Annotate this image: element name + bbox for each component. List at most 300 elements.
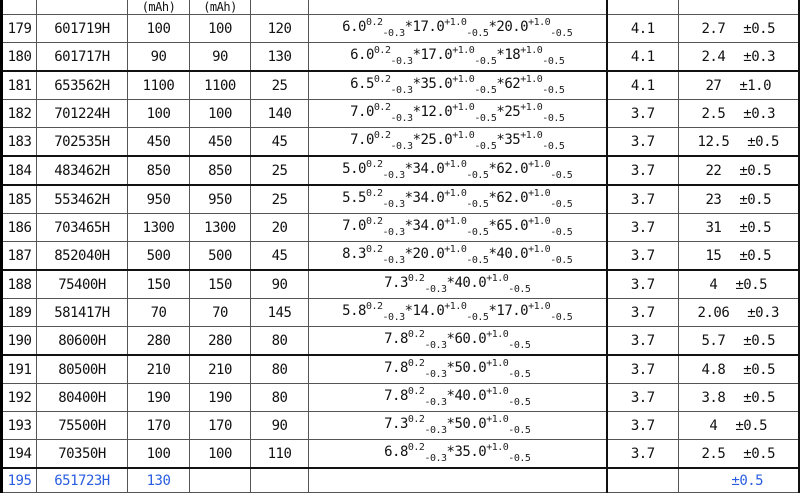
capacity-cell: 500 (128, 242, 190, 271)
dimension-base: 8.3 (342, 246, 366, 262)
model-cell: 553462H (37, 185, 128, 214)
dimension-base: *35.0 (412, 76, 453, 92)
table-row (2, 242, 799, 271)
table-row (2, 185, 799, 214)
row-number: 187 (2, 242, 37, 271)
weight-value: 3.8 (701, 389, 726, 406)
weight-tolerance: ±0.5 (739, 162, 772, 179)
capacity-cell: 170 (190, 412, 251, 440)
weight-tolerance: ±0.5 (743, 445, 775, 462)
model-cell: 651723H (37, 468, 128, 493)
capacity-cell (190, 468, 251, 493)
voltage-cell: 4.1 (607, 43, 679, 72)
tolerance-lower: -0.3 (382, 312, 405, 323)
table-row (2, 355, 799, 384)
voltage-cell: 3.7 (607, 185, 679, 214)
capacity-cell: 150 (128, 270, 190, 299)
model-cell: 581417H (37, 299, 128, 327)
tolerance-lower: -0.5 (508, 340, 531, 351)
row-number: 192 (2, 384, 37, 412)
header-cell (679, 0, 799, 15)
value-cell: 45 (251, 242, 309, 271)
tolerance-upper: 0.2 (365, 216, 383, 227)
model-cell: 80600H (37, 327, 128, 356)
row-number: 189 (2, 299, 37, 327)
tolerance-upper: 0.2 (407, 273, 425, 284)
weight-tolerance: ±0.3 (743, 48, 775, 65)
tolerance-lower: -0.3 (382, 255, 405, 266)
row-number: 180 (2, 43, 37, 72)
tolerance-upper: 0.2 (365, 244, 383, 255)
tolerance-lower: -0.5 (474, 85, 497, 96)
capacity-cell: 90 (190, 43, 251, 72)
tolerance-lower: -0.3 (390, 56, 413, 67)
dimension-base: *62.0 (488, 161, 529, 177)
model-cell: 75400H (37, 270, 128, 299)
dimension-base: *35 (496, 132, 521, 148)
weight-cell (679, 128, 799, 157)
tolerance-lower: -0.5 (542, 141, 565, 152)
weight-cell (679, 185, 799, 214)
tolerance-lower: -0.5 (550, 199, 573, 210)
dimension-base: *35.0 (446, 444, 487, 460)
tolerance-lower: -0.3 (390, 113, 413, 124)
weight-tolerance: ±1.0 (739, 77, 772, 94)
dimensions-cell (309, 468, 607, 493)
row-number: 188 (2, 270, 37, 299)
dimension-base: *40.0 (446, 275, 487, 291)
tolerance-lower: -0.3 (390, 141, 413, 152)
dimension-base: 7.3 (384, 275, 408, 291)
value-cell: 25 (251, 71, 309, 100)
value-cell: 45 (251, 128, 309, 157)
tolerance-upper: +1.0 (528, 159, 551, 170)
tolerance-lower: -0.5 (466, 170, 489, 181)
voltage-cell: 3.7 (607, 299, 679, 327)
capacity-cell: 130 (128, 468, 190, 493)
tolerance-upper: +1.0 (452, 102, 475, 113)
tolerance-upper: +1.0 (528, 188, 551, 199)
weight-cell (679, 270, 799, 299)
tolerance-upper: +1.0 (444, 188, 467, 199)
dimension-base: *20.0 (488, 19, 529, 35)
weight-value: 2.5 (701, 105, 726, 122)
tolerance-lower: -0.3 (382, 28, 405, 39)
tolerance-lower: -0.5 (542, 85, 565, 96)
tolerance-upper: +1.0 (528, 216, 551, 227)
tolerance-lower: -0.5 (466, 28, 489, 39)
voltage-cell: 3.7 (607, 128, 679, 157)
weight-tolerance: ±0.3 (747, 304, 779, 321)
tolerance-lower: -0.5 (550, 255, 573, 266)
weight-tolerance: ±0.5 (743, 361, 775, 378)
tolerance-lower: -0.5 (550, 170, 573, 181)
weight-cell (679, 100, 799, 128)
dimension-base: 7.0 (350, 132, 374, 148)
header-cell-capacity-unit: (mAh) (128, 0, 190, 15)
row-number: 182 (2, 100, 37, 128)
tolerance-upper: +1.0 (452, 130, 475, 141)
weight-tolerance: ±0.5 (735, 276, 768, 293)
tolerance-lower: -0.3 (424, 397, 447, 408)
capacity-cell: 500 (190, 242, 251, 271)
tolerance-lower: -0.3 (382, 199, 405, 210)
weight-value: 2.7 (701, 20, 726, 37)
voltage-cell: 3.7 (607, 327, 679, 356)
dimension-base: *12.0 (412, 104, 453, 120)
weight-value: 23 (705, 191, 722, 208)
model-cell: 70350H (37, 440, 128, 469)
voltage-cell: 3.7 (607, 214, 679, 242)
dimensions-cell (309, 242, 607, 271)
dimensions-cell (309, 355, 607, 384)
tolerance-lower: -0.3 (382, 170, 405, 181)
capacity-cell: 950 (190, 185, 251, 214)
dimension-base: *50.0 (446, 360, 487, 376)
row-number: 195 (2, 468, 37, 493)
header-cell (309, 0, 607, 15)
tolerance-lower: -0.5 (542, 56, 565, 67)
tolerance-upper: +1.0 (486, 442, 509, 453)
tolerance-upper: +1.0 (486, 358, 509, 369)
dimension-base: 6.0 (342, 19, 366, 35)
row-number: 184 (2, 156, 37, 185)
dimensions-cell (309, 15, 607, 43)
tolerance-lower: -0.5 (550, 312, 573, 323)
voltage-cell: 3.7 (607, 412, 679, 440)
tolerance-lower: -0.5 (474, 56, 497, 67)
model-cell: 75500H (37, 412, 128, 440)
dimensions-cell (309, 327, 607, 356)
table-row (2, 299, 799, 327)
value-cell: 25 (251, 185, 309, 214)
weight-tolerance: ±0.5 (739, 219, 772, 236)
weight-value: 4 (709, 417, 718, 434)
weight-tolerance: ±0.5 (735, 417, 768, 434)
voltage-cell: 3.7 (607, 440, 679, 469)
capacity-cell: 850 (190, 156, 251, 185)
table-row (2, 270, 799, 299)
dimensions-cell (309, 270, 607, 299)
dimension-base: *17.0 (404, 19, 445, 35)
dimension-base: *25 (496, 104, 521, 120)
value-cell: 25 (251, 156, 309, 185)
table-row (2, 100, 799, 128)
dimensions-cell (309, 299, 607, 327)
weight-value: 27 (705, 77, 722, 94)
capacity-cell: 280 (190, 327, 251, 356)
capacity-cell: 70 (190, 299, 251, 327)
tolerance-upper: +1.0 (520, 74, 543, 85)
voltage-cell: 3.7 (607, 384, 679, 412)
tolerance-lower: -0.5 (466, 255, 489, 266)
weight-tolerance: ±0.5 (739, 247, 772, 264)
tolerance-upper: 0.2 (365, 301, 383, 312)
tolerance-lower: -0.3 (424, 425, 447, 436)
voltage-cell: 4.1 (607, 15, 679, 43)
dimension-base: *34.0 (404, 161, 445, 177)
tolerance-lower: -0.3 (424, 340, 447, 351)
capacity-cell: 950 (128, 185, 190, 214)
capacity-cell: 90 (128, 43, 190, 72)
tolerance-upper: +1.0 (444, 216, 467, 227)
weight-cell (679, 299, 799, 327)
weight-tolerance: ±0.5 (743, 332, 775, 349)
tolerance-lower: -0.5 (474, 113, 497, 124)
model-cell: 80500H (37, 355, 128, 384)
capacity-cell: 190 (128, 384, 190, 412)
tolerance-lower: -0.3 (390, 85, 413, 96)
model-cell: 703465H (37, 214, 128, 242)
header-cell (37, 0, 128, 15)
dimension-base: 5.0 (342, 161, 366, 177)
table-row (2, 440, 799, 469)
capacity-cell: 1100 (190, 71, 251, 100)
tolerance-upper: 0.2 (373, 74, 391, 85)
weight-cell (679, 384, 799, 412)
table-row (2, 412, 799, 440)
table-row (2, 468, 799, 493)
dimension-base: *50.0 (446, 416, 487, 432)
weight-cell (679, 355, 799, 384)
row-number: 190 (2, 327, 37, 356)
tolerance-upper: +1.0 (520, 102, 543, 113)
tolerance-lower: -0.5 (508, 369, 531, 380)
value-cell: 80 (251, 355, 309, 384)
weight-tolerance: ±0.5 (739, 191, 772, 208)
capacity-cell: 100 (128, 100, 190, 128)
voltage-cell: 3.7 (607, 156, 679, 185)
weight-value: 22 (705, 162, 722, 179)
row-number: 181 (2, 71, 37, 100)
dimension-base: 7.3 (384, 416, 408, 432)
tolerance-lower: -0.5 (508, 284, 531, 295)
tolerance-upper: +1.0 (444, 301, 467, 312)
voltage-cell: 3.7 (607, 355, 679, 384)
dimension-base: *40.0 (446, 388, 487, 404)
capacity-cell: 150 (190, 270, 251, 299)
dimension-base: 6.8 (384, 444, 408, 460)
tolerance-upper: 0.2 (407, 358, 425, 369)
weight-cell (679, 214, 799, 242)
capacity-cell: 100 (128, 15, 190, 43)
tolerance-lower: -0.5 (550, 28, 573, 39)
tolerance-lower: -0.5 (508, 425, 531, 436)
value-cell: 110 (251, 440, 309, 469)
capacity-cell: 1300 (190, 214, 251, 242)
capacity-cell: 1300 (128, 214, 190, 242)
header-row-partial (2, 0, 799, 15)
tolerance-upper: 0.2 (365, 17, 383, 28)
dimensions-cell (309, 100, 607, 128)
value-cell: 90 (251, 270, 309, 299)
dimension-base: 6.5 (350, 76, 374, 92)
tolerance-lower: -0.5 (466, 227, 489, 238)
dimensions-cell (309, 185, 607, 214)
weight-cell (679, 242, 799, 271)
tolerance-upper: 0.2 (365, 188, 383, 199)
tolerance-lower: -0.5 (466, 199, 489, 210)
weight-tolerance: ±0.5 (731, 472, 764, 489)
row-number: 183 (2, 128, 37, 157)
dimensions-cell (309, 440, 607, 469)
tolerance-upper: +1.0 (520, 45, 543, 56)
dimension-base: *18 (496, 47, 521, 63)
dimension-base: *17.0 (488, 303, 529, 319)
tolerance-lower: -0.3 (382, 227, 405, 238)
capacity-cell: 850 (128, 156, 190, 185)
voltage-cell: 3.7 (607, 270, 679, 299)
weight-cell (679, 156, 799, 185)
model-cell: 483462H (37, 156, 128, 185)
model-cell: 601719H (37, 15, 128, 43)
tolerance-upper: +1.0 (520, 130, 543, 141)
dimension-base: *20.0 (404, 246, 445, 262)
weight-cell (679, 440, 799, 469)
dimension-base: 6.0 (350, 47, 374, 63)
model-cell: 852040H (37, 242, 128, 271)
weight-value: 12.5 (697, 133, 730, 150)
tolerance-lower: -0.5 (550, 227, 573, 238)
weight-cell (679, 15, 799, 43)
capacity-cell: 190 (190, 384, 251, 412)
weight-tolerance: ±0.5 (747, 133, 779, 150)
tolerance-lower: -0.3 (424, 284, 447, 295)
value-cell: 145 (251, 299, 309, 327)
dimension-base: 5.5 (342, 190, 366, 206)
weight-value: 5.7 (701, 332, 726, 349)
value-cell: 20 (251, 214, 309, 242)
tolerance-lower: -0.5 (542, 113, 565, 124)
dimension-base: *65.0 (488, 218, 529, 234)
tolerance-upper: 0.2 (373, 45, 391, 56)
capacity-cell: 170 (128, 412, 190, 440)
capacity-cell: 210 (190, 355, 251, 384)
dimension-base: *34.0 (404, 218, 445, 234)
tolerance-upper: +1.0 (528, 244, 551, 255)
tolerance-upper: 0.2 (373, 102, 391, 113)
tolerance-lower: -0.3 (424, 453, 447, 464)
table-row (2, 156, 799, 185)
dimension-base: 7.8 (384, 360, 408, 376)
table-row (2, 15, 799, 43)
value-cell (251, 468, 309, 493)
tolerance-upper: +1.0 (486, 329, 509, 340)
dimension-base: *14.0 (404, 303, 445, 319)
weight-tolerance: ±0.5 (743, 20, 775, 37)
row-number: 191 (2, 355, 37, 384)
tolerance-upper: 0.2 (373, 130, 391, 141)
model-cell: 601717H (37, 43, 128, 72)
model-cell: 653562H (37, 71, 128, 100)
tolerance-upper: +1.0 (486, 273, 509, 284)
weight-value: 15 (705, 247, 722, 264)
row-number: 185 (2, 185, 37, 214)
weight-cell (679, 468, 799, 493)
model-cell: 701224H (37, 100, 128, 128)
dimensions-cell (309, 43, 607, 72)
tolerance-upper: +1.0 (452, 45, 475, 56)
tolerance-upper: +1.0 (486, 414, 509, 425)
dimension-base: 7.8 (384, 388, 408, 404)
dimension-base: *40.0 (488, 246, 529, 262)
voltage-cell: 3.7 (607, 100, 679, 128)
tolerance-upper: +1.0 (444, 159, 467, 170)
value-cell: 120 (251, 15, 309, 43)
row-number: 179 (2, 15, 37, 43)
dimension-base: *62.0 (488, 190, 529, 206)
tolerance-upper: 0.2 (407, 329, 425, 340)
tolerance-lower: -0.3 (424, 369, 447, 380)
value-cell: 80 (251, 327, 309, 356)
weight-value: 4 (709, 276, 718, 293)
dimension-base: 7.0 (342, 218, 366, 234)
table-row (2, 214, 799, 242)
tolerance-upper: +1.0 (486, 386, 509, 397)
weight-cell (679, 412, 799, 440)
value-cell: 140 (251, 100, 309, 128)
dimensions-cell (309, 128, 607, 157)
dimension-base: *62 (496, 76, 521, 92)
value-cell: 90 (251, 412, 309, 440)
tolerance-upper: 0.2 (407, 442, 425, 453)
weight-tolerance: ±0.5 (743, 389, 775, 406)
dimensions-cell (309, 71, 607, 100)
weight-value: 2.4 (701, 48, 726, 65)
capacity-cell: 280 (128, 327, 190, 356)
row-number: 193 (2, 412, 37, 440)
tolerance-lower: -0.5 (474, 141, 497, 152)
dimension-base: 7.8 (384, 331, 408, 347)
weight-tolerance: ±0.3 (743, 105, 775, 122)
header-cell (2, 0, 37, 15)
dimensions-cell (309, 384, 607, 412)
capacity-cell: 210 (128, 355, 190, 384)
weight-value: 31 (705, 219, 722, 236)
value-cell: 130 (251, 43, 309, 72)
dimension-base: *25.0 (412, 132, 453, 148)
tolerance-lower: -0.5 (508, 453, 531, 464)
weight-cell (679, 71, 799, 100)
dimensions-cell (309, 412, 607, 440)
tolerance-upper: +1.0 (444, 17, 467, 28)
voltage-cell: 4.1 (607, 71, 679, 100)
table-row (2, 71, 799, 100)
weight-value: 4.8 (701, 361, 726, 378)
capacity-cell: 100 (190, 100, 251, 128)
row-number: 194 (2, 440, 37, 469)
capacity-cell: 70 (128, 299, 190, 327)
tolerance-upper: +1.0 (444, 244, 467, 255)
tolerance-upper: +1.0 (452, 74, 475, 85)
capacity-cell: 450 (128, 128, 190, 157)
header-cell-capacity-unit: (mAh) (190, 0, 251, 15)
tolerance-lower: -0.5 (466, 312, 489, 323)
tolerance-upper: 0.2 (407, 386, 425, 397)
dimension-base: *60.0 (446, 331, 487, 347)
header-cell (251, 0, 309, 15)
capacity-cell: 100 (190, 15, 251, 43)
capacity-cell: 100 (128, 440, 190, 469)
value-cell: 80 (251, 384, 309, 412)
dimension-base: 5.8 (342, 303, 366, 319)
voltage-cell: 3.7 (607, 242, 679, 271)
weight-cell (679, 43, 799, 72)
tolerance-upper: 0.2 (365, 159, 383, 170)
model-cell: 80400H (37, 384, 128, 412)
tolerance-upper: +1.0 (528, 17, 551, 28)
header-cell (607, 0, 679, 15)
